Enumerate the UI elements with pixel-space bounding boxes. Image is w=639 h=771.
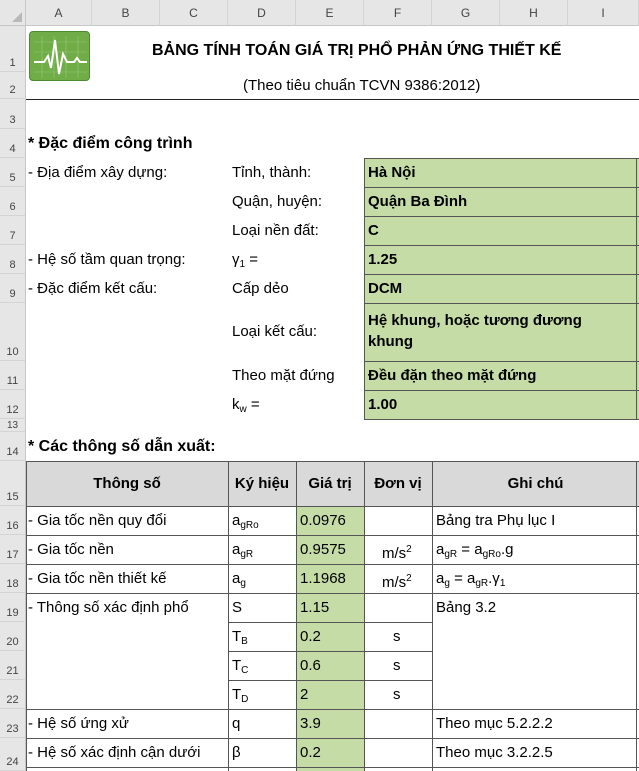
row19-value[interactable]: 1.15	[300, 599, 330, 616]
row18-symbol-base: a	[232, 570, 241, 587]
gridline	[228, 622, 432, 623]
row-header-19[interactable]: 19	[0, 593, 26, 622]
section-derived-heading: * Các thông số dẫn xuất:	[28, 438, 216, 455]
column-header-g[interactable]: G	[432, 0, 500, 26]
row16-symbol	[232, 512, 259, 535]
row-header-17[interactable]: 17	[0, 535, 26, 564]
gridline	[364, 361, 639, 362]
row18-note-a-sub: g	[444, 578, 450, 589]
ductility-label: Cấp dẻo	[232, 280, 289, 297]
column-header-a[interactable]: A	[26, 0, 92, 26]
row18-note-c-sub: 1	[499, 578, 506, 589]
row-header-3[interactable]: 3	[0, 99, 26, 129]
gridline	[364, 461, 365, 771]
row18-note-a: a	[436, 570, 445, 587]
gridline	[26, 461, 639, 462]
row-header-18[interactable]: 18	[0, 564, 26, 593]
row16-value[interactable]: 0.0976	[300, 512, 346, 529]
row17-symbol-base: a	[232, 541, 241, 558]
row21-symbol-sub: C	[241, 665, 249, 676]
gridline	[364, 158, 365, 419]
row22-symbol-base: T	[232, 686, 242, 703]
district-label: Quận, huyện:	[232, 193, 323, 210]
row18-value[interactable]: 1.1968	[300, 570, 346, 587]
province-value[interactable]: Hà Nội	[368, 164, 416, 181]
row23-parameter: - Hệ số ứng xử	[28, 715, 129, 732]
row-header-1[interactable]: 1	[0, 26, 26, 72]
row17-note-a-sub: gR	[444, 549, 458, 560]
elevation-value[interactable]: Đều đặn theo mặt đứng	[368, 367, 537, 384]
importance-label: - Hệ số tầm quan trọng:	[28, 251, 186, 268]
location-label: - Địa điểm xây dựng:	[28, 164, 168, 181]
logo-heartbeat-icon	[29, 31, 90, 81]
row22-value[interactable]: 2	[300, 686, 309, 703]
row18-parameter: - Gia tốc nền thiết kế	[28, 570, 167, 587]
row20-symbol	[232, 628, 248, 651]
structure-type-value-line2[interactable]: khung	[368, 333, 413, 350]
row22-symbol	[232, 686, 248, 709]
row19-note: Bảng 3.2	[436, 599, 497, 616]
structure-label: - Đặc điểm kết cấu:	[28, 280, 158, 297]
column-header-h[interactable]: H	[500, 0, 568, 26]
row17-note-a: a	[436, 541, 445, 558]
table-header-value: Giá trị	[296, 461, 364, 506]
gamma-subscript: 1	[239, 259, 246, 270]
row22-symbol-sub: D	[241, 694, 249, 705]
gamma-symbol: γ	[232, 251, 240, 268]
gridline	[228, 680, 432, 681]
row-header-23[interactable]: 23	[0, 709, 26, 738]
row-header-16[interactable]: 16	[0, 506, 26, 535]
row-header-20[interactable]: 20	[0, 622, 26, 651]
gridline	[296, 461, 297, 771]
row21-symbol	[232, 657, 248, 680]
gridline	[26, 738, 639, 739]
row17-value[interactable]: 0.9575	[300, 541, 346, 558]
section-project-heading: * Đặc điểm công trình	[28, 135, 193, 152]
table-header-note: Ghi chú	[432, 461, 639, 506]
elevation-label: Theo mặt đứng	[232, 367, 335, 384]
table-header-parameter: Thông số	[26, 461, 228, 506]
row18-unit	[382, 570, 412, 592]
gridline	[432, 461, 433, 771]
row17-note-c: .g	[500, 541, 514, 558]
page-title: BẢNG TÍNH TOÁN GIÁ TRỊ PHỔ PHẢN ỨNG THIẾT KẾ	[152, 42, 562, 59]
gridline	[364, 419, 639, 420]
row20-symbol-sub: B	[241, 636, 248, 647]
column-header-b[interactable]: B	[92, 0, 160, 26]
row20-symbol-base: T	[232, 628, 242, 645]
gridline	[636, 158, 637, 419]
column-header-f[interactable]: F	[364, 0, 432, 26]
row18-note-b-sub: gR	[475, 578, 489, 589]
gridline	[26, 709, 639, 710]
gridline	[364, 187, 639, 188]
gridline	[26, 767, 639, 768]
row17-parameter: - Gia tốc nền	[28, 541, 114, 558]
column-header-d[interactable]: D	[228, 0, 296, 26]
ductility-value[interactable]: DCM	[368, 280, 403, 297]
row16-symbol-base: a	[232, 512, 241, 529]
gridline	[364, 158, 639, 159]
district-value[interactable]: Quận Ba Đình	[368, 193, 468, 210]
row18-symbol-sub: g	[240, 578, 246, 589]
kw-subscript: w	[239, 404, 247, 415]
gridline	[26, 461, 27, 771]
gridline	[364, 274, 639, 275]
soil-label: Loại nền đất:	[232, 222, 319, 239]
row-header-7[interactable]: 7	[0, 216, 26, 245]
row-header-10[interactable]: 10	[0, 303, 26, 361]
gridline	[26, 564, 639, 565]
gridline	[228, 651, 432, 652]
gridline	[26, 535, 639, 536]
column-header-e[interactable]: E	[296, 0, 364, 26]
row21-symbol-base: T	[232, 657, 242, 674]
row19-symbol: S	[232, 599, 243, 616]
title-bottom-border	[26, 99, 639, 100]
gamma-equals: =	[245, 251, 258, 268]
row-header-11[interactable]: 11	[0, 361, 26, 390]
gridline	[228, 461, 229, 771]
row20-unit: s	[393, 628, 401, 645]
row16-note: Bảng tra Phụ lục I	[436, 512, 556, 529]
structure-type-label: Loại kết cấu:	[232, 323, 318, 340]
structure-type-value-line1[interactable]: Hệ khung, hoặc tương đương	[368, 312, 582, 329]
gridline	[636, 461, 637, 771]
row-header-21[interactable]: 21	[0, 651, 26, 680]
row23-note: Theo mục 5.2.2.2	[436, 715, 553, 732]
row17-note	[436, 541, 513, 564]
select-all-corner[interactable]	[0, 0, 26, 26]
row23-value[interactable]: 3.9	[300, 715, 321, 732]
row-header-24[interactable]: 24	[0, 738, 26, 771]
gamma-value[interactable]: 1.25	[368, 251, 398, 268]
row-header-2[interactable]: 2	[0, 72, 26, 99]
row18-unit-base: m/s	[382, 574, 407, 591]
row-header-15[interactable]: 15	[0, 461, 26, 506]
row24-value[interactable]: 0.2	[300, 744, 321, 761]
province-label: Tỉnh, thành:	[232, 164, 312, 181]
row21-unit: s	[393, 657, 401, 674]
row24-note: Theo mục 3.2.2.5	[436, 744, 553, 761]
row-header-8[interactable]: 8	[0, 245, 26, 274]
table-header-symbol: Ký hiệu	[228, 461, 296, 506]
kw-label	[232, 396, 260, 419]
gridline	[364, 303, 639, 304]
row17-symbol	[232, 541, 253, 564]
row-header-14[interactable]: 14	[0, 432, 26, 461]
row19-parameter: - Thông số xác định phổ	[28, 599, 189, 616]
row24-parameter: - Hệ số xác định cận dưới	[28, 744, 201, 761]
row18-note-c: .γ	[488, 570, 500, 587]
row-header-4[interactable]: 4	[0, 129, 26, 158]
row17-note-b-sub: gRo	[482, 549, 501, 560]
row20-value[interactable]: 0.2	[300, 628, 321, 645]
row17-unit-sup: 2	[406, 544, 412, 555]
row21-value[interactable]: 0.6	[300, 657, 321, 674]
row17-note-b: = a	[457, 541, 483, 558]
row18-note-b: = a	[449, 570, 476, 587]
gridline	[364, 216, 639, 217]
row24-symbol: β	[232, 744, 241, 761]
page-subtitle: (Theo tiêu chuẩn TCVN 9386:2012)	[243, 77, 481, 94]
gridline	[26, 593, 639, 594]
gridline	[26, 506, 639, 507]
row17-unit-base: m/s	[382, 545, 407, 562]
row-header-9[interactable]: 9	[0, 274, 26, 303]
kw-symbol: k	[232, 396, 240, 413]
table-header-unit: Đơn vị	[364, 461, 432, 506]
row17-symbol-sub: gR	[240, 549, 254, 560]
kw-value[interactable]: 1.00	[368, 396, 398, 413]
row17-unit	[382, 541, 412, 563]
row18-unit-sup: 2	[406, 573, 412, 584]
gridline	[364, 390, 639, 391]
row-header-6[interactable]: 6	[0, 187, 26, 216]
kw-equals: =	[246, 396, 260, 413]
column-header-c[interactable]: C	[160, 0, 228, 26]
row16-symbol-sub: gRo	[240, 520, 259, 531]
gamma-label	[232, 251, 258, 274]
row-header-22[interactable]: 22	[0, 680, 26, 709]
soil-value[interactable]: C	[368, 222, 379, 239]
column-header-i[interactable]: I	[568, 0, 639, 26]
row-header-12[interactable]: 12	[0, 390, 26, 419]
row22-unit: s	[393, 686, 401, 703]
row-header-5[interactable]: 5	[0, 158, 26, 187]
row16-parameter: - Gia tốc nền quy đổi	[28, 512, 167, 529]
row-header-13[interactable]: 13	[0, 419, 26, 432]
row18-symbol	[232, 570, 246, 593]
row23-symbol: q	[232, 715, 241, 732]
gridline	[364, 245, 639, 246]
row18-note	[436, 570, 505, 593]
